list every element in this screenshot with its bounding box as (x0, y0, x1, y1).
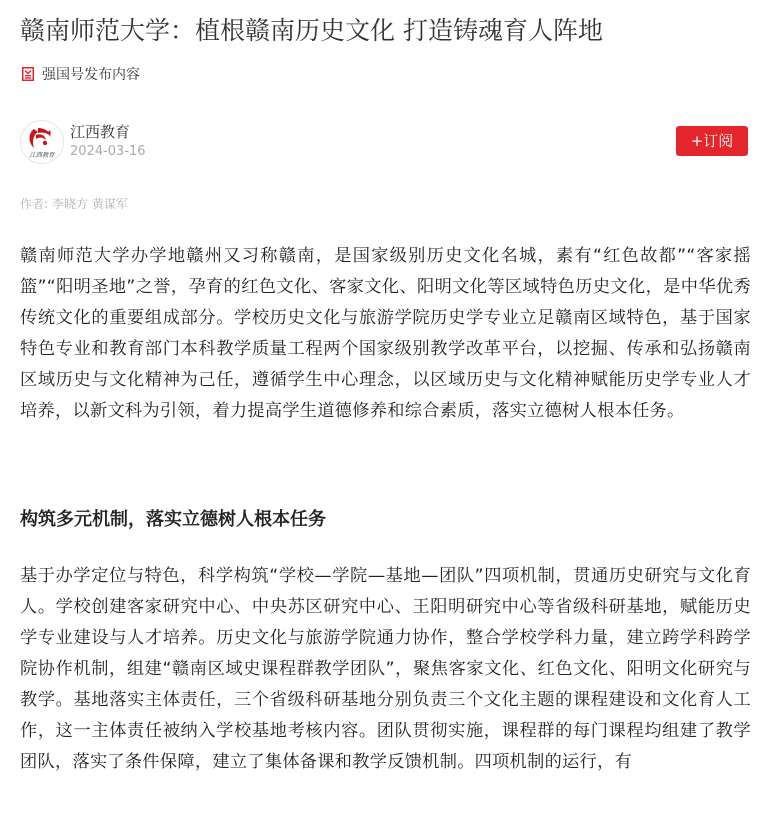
author-credit-names: 李晓方 黄谋军 (52, 197, 128, 211)
article-paragraph: 赣南师范大学办学地赣州又习称赣南，是国家级别历史文化名城，素有“红色故都”“客家摇篮”“阳明圣地”之誉，孕育的红色文化、客家文化、阳明文化等区域特色历史文化，是中华优秀传统文化的重要组成部分。学校历史文化与旅游学院历史学专业立足赣南区域特色，基于国家特色专业和教育部门本科教学质量工程两个国家级别教学改革平台，以挖掘、传承和弘扬赣南区域历史与文化精神为己任，遵循学生中心理念，以区域历史与文化精神赋能历史学专业人才培养，以新文科为引领，着力提高学生道德修养和综合素质，落实立德树人根本任务。 (20, 246, 751, 421)
source-tag (22, 64, 140, 84)
account-avatar[interactable] (20, 120, 64, 164)
author-row (20, 120, 750, 164)
publish-date: 2024-03-16 (70, 144, 146, 159)
account-name[interactable]: 江西教育 (70, 123, 131, 141)
bookmark-icon (22, 67, 34, 81)
author-credit-label: 作者: (20, 197, 49, 211)
source-tag-label: 强国号发布内容 (42, 67, 140, 83)
article-title: 赣南师范大学：植根赣南历史文化 打造铸魂育人阵地 (20, 16, 603, 45)
article-paragraph: 基于办学定位与特色，科学构筑“学校—学院—基地—团队”四项机制，贯通历史研究与文化育人。学校创建客家研究中心、中央苏区研究中心、王阳明研究中心等省级科研基地，赋能历史学专业建设与人才培养。历史文化与旅游学院通力协作，整合学校学科力量，建立跨学科跨学院协作机制，组建“赣南区域史课程群教学团队”，聚焦客家文化、红色文化、阳明文化研究与教学。基地落实主体责任，三个省级科研基地分别负责三个文化主题的课程建设和文化育人工作，这一主体责任被纳入学校基地考核内容。团队贯彻实施，课程群的每门课程均组建了教学团队，落实了条件保障，建立了集体备课和教学反馈机制。四项机制的运行，有 (20, 566, 751, 772)
subscribe-button[interactable]: +订阅 (676, 126, 748, 156)
author-credit (20, 195, 128, 213)
logo-avatar-icon (21, 121, 63, 163)
svg-text:江西教育: 江西教育 (29, 152, 55, 159)
section-heading: 构筑多元机制，落实立德树人根本任务 (20, 509, 326, 530)
